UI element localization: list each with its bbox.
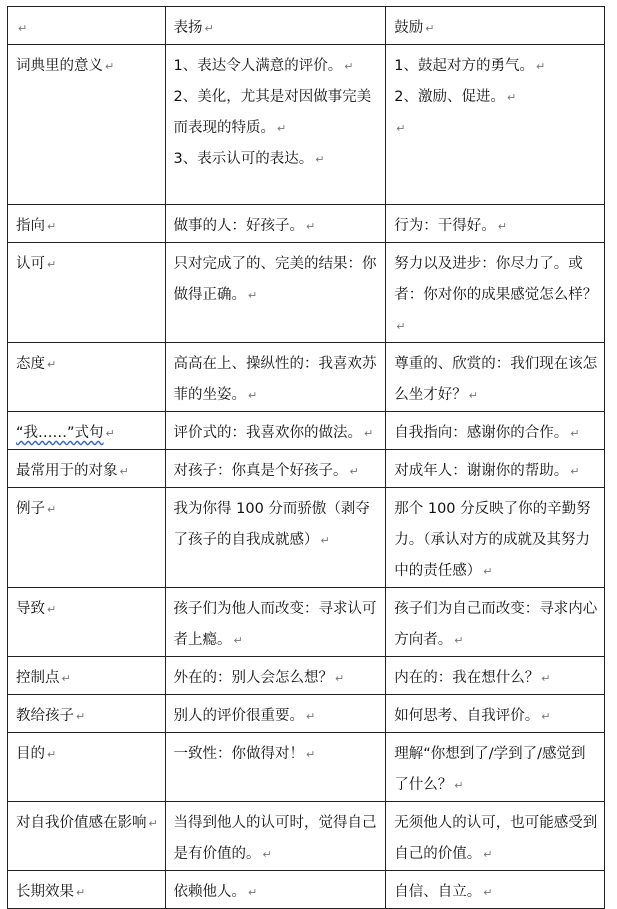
praise-cell <box>165 588 386 657</box>
return-mark-icon: ↵ <box>61 672 71 685</box>
return-mark-icon: ↵ <box>320 534 330 547</box>
row-label: 长期效果 <box>16 884 74 900</box>
encourage-line-text: 2、激励、促进。 <box>394 89 505 105</box>
return-mark-icon: ↵ <box>506 91 517 104</box>
header-row <box>8 7 605 45</box>
praise-line-text: 1、表达令人满意的评价。 <box>173 58 343 74</box>
praise-cell <box>165 871 386 909</box>
header-cell-label <box>8 7 166 45</box>
return-mark-icon: ↵ <box>396 320 406 333</box>
encourage-cell <box>386 412 605 450</box>
encourage-line-text: 努力以及进步：你尽力了。或者：你对你的成果感觉怎么样？ <box>394 256 598 303</box>
praise-cell <box>165 733 386 802</box>
table-row <box>8 733 605 802</box>
praise-line-text: 我为你得 100 分而骄傲（剥夺了孩子的自我成就感） <box>173 501 370 548</box>
return-mark-icon: ↵ <box>570 427 580 440</box>
return-mark-icon: ↵ <box>47 358 57 371</box>
encourage-line <box>394 877 598 908</box>
row-label-cell <box>8 657 166 695</box>
praise-line-text: 一致性：你做得对！ <box>173 746 305 762</box>
return-mark-icon: ↵ <box>344 60 354 73</box>
return-mark-icon: ↵ <box>47 748 57 761</box>
praise-cell <box>165 45 386 205</box>
return-mark-icon: ↵ <box>233 634 243 647</box>
praise-line <box>174 418 380 449</box>
table-row <box>8 695 605 733</box>
row-label: 例子 <box>16 501 45 517</box>
return-mark-icon: ↵ <box>541 710 551 723</box>
praise-line-text: 3、表示认可的表达。 <box>173 151 314 167</box>
praise-line <box>174 701 380 732</box>
header-encourage-text: 鼓励 <box>394 20 424 36</box>
encourage-line <box>394 211 598 242</box>
row-label: 目的 <box>16 746 45 762</box>
row-label-cell <box>8 243 166 343</box>
encourage-cell <box>386 871 605 909</box>
encourage-cell <box>386 733 605 802</box>
encourage-cell <box>386 343 605 412</box>
row-label: 对自我价值感在影响 <box>16 815 147 831</box>
encourage-line <box>394 418 598 449</box>
encourage-line-text: 对成年人：谢谢你的帮助。 <box>394 463 569 479</box>
praise-line <box>174 663 380 694</box>
praise-line-text: 只对完成了的、完美的结果：你做得正确。 <box>173 256 377 303</box>
return-mark-icon: ↵ <box>277 122 287 135</box>
row-label-cell <box>8 588 166 657</box>
return-mark-icon: ↵ <box>483 848 493 861</box>
encourage-cell <box>386 695 605 733</box>
encourage-line-text: 那个 100 分反映了你的辛勤努力。（承认对方的成就及其努力中的责任感） <box>394 501 591 579</box>
praise-line-text: 孩子们为他人而改变：寻求认可者上瘾。 <box>173 601 377 648</box>
encourage-line <box>394 456 598 487</box>
row-label: 教给孩子 <box>16 708 74 724</box>
praise-line <box>174 739 380 770</box>
praise-line <box>174 494 380 556</box>
return-mark-icon: ↵ <box>315 153 325 166</box>
return-mark-icon: ↵ <box>335 672 345 685</box>
praise-line-text: 评价式的：我喜欢你的做法。 <box>173 425 363 441</box>
row-label-cell <box>8 450 166 488</box>
return-mark-icon: ↵ <box>306 220 316 233</box>
encourage-line <box>394 249 598 342</box>
praise-cell <box>165 243 386 343</box>
encourage-cell <box>386 588 605 657</box>
return-mark-icon: ↵ <box>248 886 258 899</box>
row-label: 最常用于的对象 <box>16 463 118 479</box>
row-label-cell <box>8 45 166 205</box>
praise-cell <box>165 802 386 871</box>
row-label-cell <box>8 871 166 909</box>
row-label-cell <box>8 488 166 588</box>
table-row <box>8 588 605 657</box>
encourage-line-text: 如何思考、自我评价。 <box>394 708 540 724</box>
encourage-cell <box>386 488 605 588</box>
table-row <box>8 45 605 205</box>
praise-line <box>174 82 380 144</box>
row-label: 态度 <box>16 356 45 372</box>
praise-line <box>174 877 380 908</box>
row-label-cell <box>8 205 166 243</box>
encourage-line-text: 无须他人的认可，也可能感受到自己的价值。 <box>394 815 598 862</box>
praise-line <box>174 211 380 242</box>
return-mark-icon: ↵ <box>47 503 57 516</box>
return-mark-icon: ↵ <box>396 122 406 135</box>
encourage-cell <box>386 802 605 871</box>
table-row <box>8 657 605 695</box>
praise-cell <box>165 450 386 488</box>
table-row <box>8 412 605 450</box>
table-row <box>8 343 605 412</box>
praise-line-text: 2、美化，尤其是对因做事完美而表现的特质。 <box>173 89 372 136</box>
return-mark-icon: ↵ <box>454 779 464 792</box>
encourage-line <box>394 739 598 801</box>
return-mark-icon: ↵ <box>468 389 478 402</box>
return-mark-icon: ↵ <box>483 886 493 899</box>
return-mark-icon: ↵ <box>119 465 129 478</box>
return-mark-icon: ↵ <box>76 710 86 723</box>
row-label: 控制点 <box>16 670 60 686</box>
return-mark-icon: ↵ <box>364 427 374 440</box>
return-mark-icon: ↵ <box>541 672 551 685</box>
return-mark-icon: ↵ <box>262 848 272 861</box>
praise-line-text: 当得到他人的认可时，觉得自己是有价值的。 <box>173 815 377 862</box>
praise-line <box>174 144 380 175</box>
encourage-cell <box>386 243 605 343</box>
return-mark-icon: ↵ <box>535 60 546 73</box>
praise-cell <box>165 343 386 412</box>
return-mark-icon: ↵ <box>105 60 115 73</box>
encourage-line <box>394 663 598 694</box>
return-mark-icon: ↵ <box>349 465 359 478</box>
encourage-line-text: 行为：干得好。 <box>394 218 496 234</box>
return-mark-icon: ↵ <box>454 634 464 647</box>
comparison-table <box>7 6 605 909</box>
praise-cell <box>165 488 386 588</box>
praise-line <box>174 456 380 487</box>
praise-line-text: 做事的人：好孩子。 <box>173 218 305 234</box>
encourage-line-text: 自我指向：感谢你的合作。 <box>394 425 569 441</box>
return-mark-icon: ↵ <box>425 22 435 35</box>
row-label: “我……”式句 <box>16 425 104 441</box>
encourage-cell <box>386 45 605 205</box>
praise-line <box>174 594 380 656</box>
row-label-cell <box>8 802 166 871</box>
praise-line <box>174 249 380 311</box>
return-mark-icon: ↵ <box>47 220 57 233</box>
return-mark-icon: ↵ <box>497 220 507 233</box>
encourage-line <box>394 701 598 732</box>
praise-line <box>174 349 380 411</box>
row-label: 导致 <box>16 601 45 617</box>
encourage-line <box>394 51 598 82</box>
praise-line-text: 外在的：别人会怎么想？ <box>173 670 334 686</box>
row-label-cell <box>8 412 166 450</box>
row-label: 指向 <box>16 218 45 234</box>
return-mark-icon: ↵ <box>248 389 258 402</box>
header-cell-praise <box>165 7 386 45</box>
row-label-cell <box>8 733 166 802</box>
encourage-cell <box>386 450 605 488</box>
return-mark-icon: ↵ <box>47 603 57 616</box>
encourage-line-text: 内在的：我在想什么？ <box>394 670 540 686</box>
return-mark-icon: ↵ <box>18 22 28 35</box>
table-row <box>8 450 605 488</box>
return-mark-icon: ↵ <box>47 258 57 271</box>
encourage-line <box>394 494 598 587</box>
encourage-line-text: 1、鼓起对方的勇气。 <box>394 58 534 74</box>
return-mark-icon: ↵ <box>76 886 86 899</box>
return-mark-icon: ↵ <box>570 465 580 478</box>
encourage-line-text: 孩子们为自己而改变：寻求内心方向者。 <box>394 601 598 648</box>
praise-cell <box>165 205 386 243</box>
praise-cell <box>165 695 386 733</box>
row-label-cell <box>8 343 166 412</box>
encourage-line <box>394 349 598 411</box>
encourage-cell <box>386 657 605 695</box>
row-label-cell <box>8 695 166 733</box>
praise-line-text: 对孩子：你真是个好孩子。 <box>173 463 348 479</box>
return-mark-icon: ↵ <box>306 748 316 761</box>
praise-cell <box>165 412 386 450</box>
praise-line-text: 依赖他人。 <box>173 884 247 900</box>
header-praise-text: 表扬 <box>173 20 203 36</box>
table-body <box>8 7 605 909</box>
encourage-line <box>394 82 598 113</box>
return-mark-icon: ↵ <box>306 710 316 723</box>
praise-cell <box>165 657 386 695</box>
row-label: 认可 <box>16 256 45 272</box>
return-mark-icon: ↵ <box>248 289 258 302</box>
table-row <box>8 243 605 343</box>
row-label: 词典里的意义 <box>16 58 103 74</box>
encourage-line-text: 理解“你想到了/学到了/感觉到了什么？ <box>394 746 586 793</box>
encourage-line <box>394 808 598 870</box>
encourage-cell <box>386 205 605 243</box>
table-row <box>8 871 605 909</box>
encourage-line <box>394 113 598 144</box>
table-row <box>8 802 605 871</box>
encourage-line-text: 尊重的、欣赏的：我们现在该怎么坐才好？ <box>394 356 598 403</box>
return-mark-icon: ↵ <box>148 817 158 830</box>
praise-line-text: 别人的评价很重要。 <box>173 708 305 724</box>
encourage-line <box>394 594 598 656</box>
praise-line <box>174 51 380 82</box>
return-mark-icon: ↵ <box>483 565 493 578</box>
return-mark-icon: ↵ <box>105 427 115 440</box>
header-cell-encourage <box>386 7 605 45</box>
encourage-line-text: 自信、自立。 <box>394 884 482 900</box>
praise-line-text: 高高在上、操纵性的：我喜欢苏菲的坐姿。 <box>173 356 377 403</box>
table-row <box>8 205 605 243</box>
return-mark-icon: ↵ <box>204 22 214 35</box>
praise-line <box>174 808 380 870</box>
table-row <box>8 488 605 588</box>
